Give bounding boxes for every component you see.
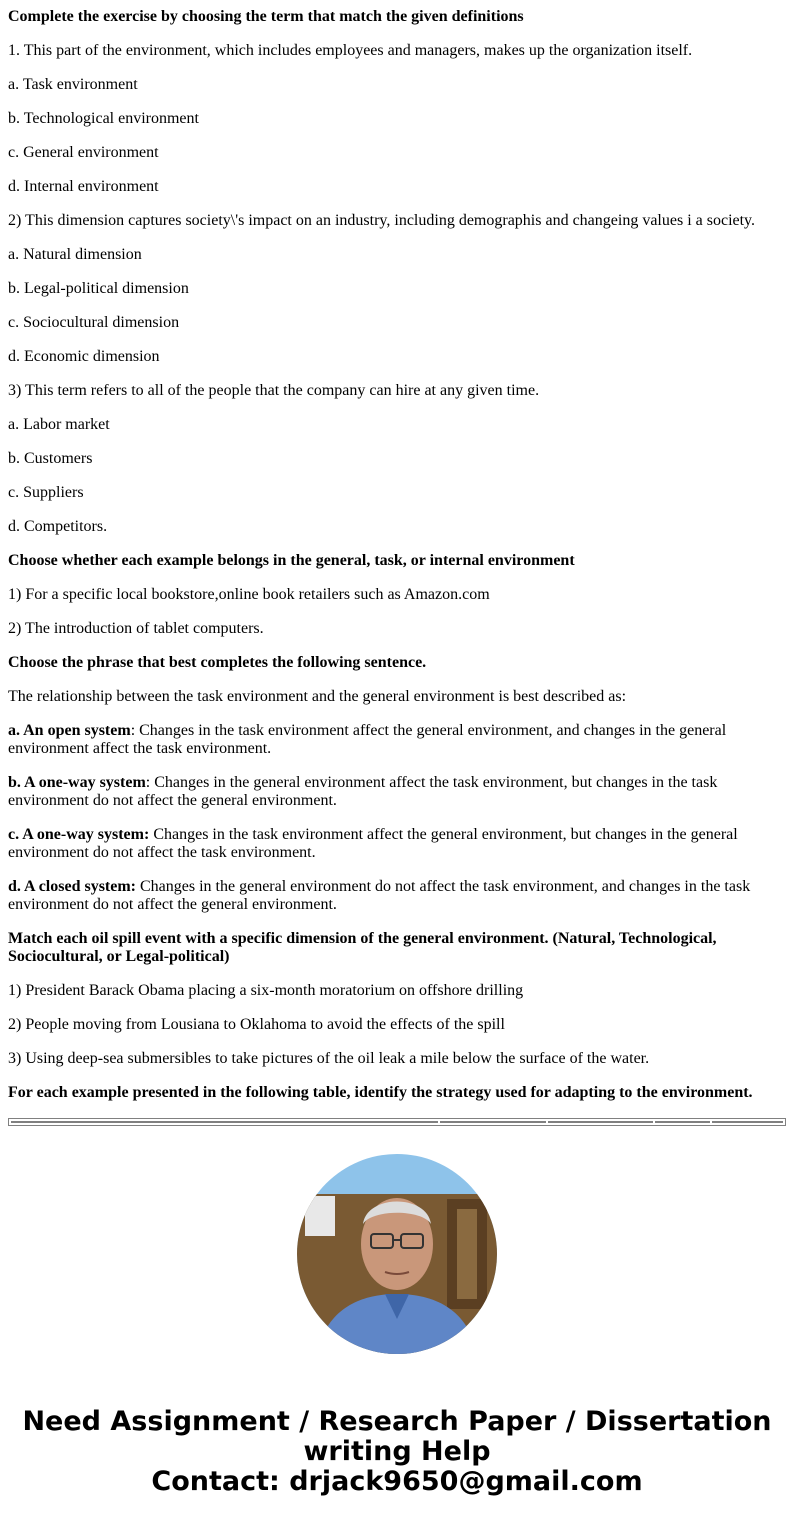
q1-option-c: c. General environment bbox=[8, 144, 159, 161]
table-cell bbox=[655, 1121, 710, 1123]
q2-option-d: d. Economic dimension bbox=[8, 348, 160, 365]
table-row bbox=[11, 1121, 783, 1123]
section2-item-1: 1) For a specific local bookstore,online book retailers such as Amazon.com bbox=[8, 586, 490, 603]
q2-option-a: a. Natural dimension bbox=[8, 246, 142, 263]
q3-option-c: c. Suppliers bbox=[8, 484, 84, 501]
section3-intro: The relationship between the task environment and the general environment is best described as: bbox=[8, 688, 627, 705]
section3-option-d: d. A closed system: Changes in the general environment do not affect the task environment, and changes in the task environment do not affect the general environment. bbox=[8, 878, 751, 913]
q2-option-c: c. Sociocultural dimension bbox=[8, 314, 180, 331]
table-cell bbox=[11, 1121, 438, 1123]
section3-heading: Choose the phrase that best completes the following sentence. bbox=[8, 654, 427, 671]
section2-heading: Choose whether each example belongs in the general, task, or internal environment bbox=[8, 552, 575, 569]
portrait-illustration bbox=[297, 1154, 497, 1354]
q1-option-d: d. Internal environment bbox=[8, 178, 159, 195]
q3-option-d: d. Competitors. bbox=[8, 518, 108, 535]
footer-contact: Contact: drjack9650@gmail.com bbox=[151, 1466, 643, 1497]
q1-option-b: b. Technological environment bbox=[8, 110, 199, 127]
table-cell bbox=[440, 1121, 546, 1123]
footer-promo bbox=[8, 1407, 786, 1497]
q3-option-a: a. Labor market bbox=[8, 416, 110, 433]
q1-option-a: a. Task environment bbox=[8, 76, 138, 93]
section4-item-1: 1) President Barack Obama placing a six-month moratorium on offshore drilling bbox=[8, 982, 524, 999]
section3-option-a: a. An open system: Changes in the task environment affect the general environment, and changes in the general environment affect the task environment. bbox=[8, 722, 727, 757]
author-photo-wrap bbox=[8, 1154, 786, 1359]
table-cell bbox=[712, 1121, 783, 1123]
q3-option-b: b. Customers bbox=[8, 450, 93, 467]
section3-option-b: b. A one-way system: Changes in the general environment affect the task environment, but changes in the task environment do not affect the general environment. bbox=[8, 774, 718, 809]
section1-heading: Complete the exercise by choosing the term that match the given definitions bbox=[8, 8, 524, 25]
q2-question: 2) This dimension captures society\'s impact on an industry, including demographis and changeing values i a society. bbox=[8, 212, 756, 229]
q1-question: 1. This part of the environment, which includes employees and managers, makes up the organization itself. bbox=[8, 42, 693, 59]
section2-item-2: 2) The introduction of tablet computers. bbox=[8, 620, 264, 637]
section4-heading: Match each oil spill event with a specific dimension of the general environment. (Natural, Technological, Sociocultural, or Legal-political) bbox=[8, 930, 717, 965]
footer-line-1: Need Assignment / Research Paper / Dissertation writing Help bbox=[22, 1406, 772, 1467]
author-photo bbox=[297, 1154, 497, 1354]
section3-option-c: c. A one-way system: Changes in the task environment affect the general environment, but changes in the general environment do not affect the task environment. bbox=[8, 826, 738, 861]
q3-question: 3) This term refers to all of the people that the company can hire at any given time. bbox=[8, 382, 540, 399]
strategy-table bbox=[8, 1118, 786, 1126]
section4-item-2: 2) People moving from Lousiana to Oklahoma to avoid the effects of the spill bbox=[8, 1016, 505, 1033]
q2-option-b: b. Legal-political dimension bbox=[8, 280, 189, 297]
section5-heading: For each example presented in the following table, identify the strategy used for adapting to the environment. bbox=[8, 1084, 753, 1101]
table-cell bbox=[548, 1121, 654, 1123]
section4-item-3: 3) Using deep-sea submersibles to take pictures of the oil leak a mile below the surface of the water. bbox=[8, 1050, 650, 1067]
